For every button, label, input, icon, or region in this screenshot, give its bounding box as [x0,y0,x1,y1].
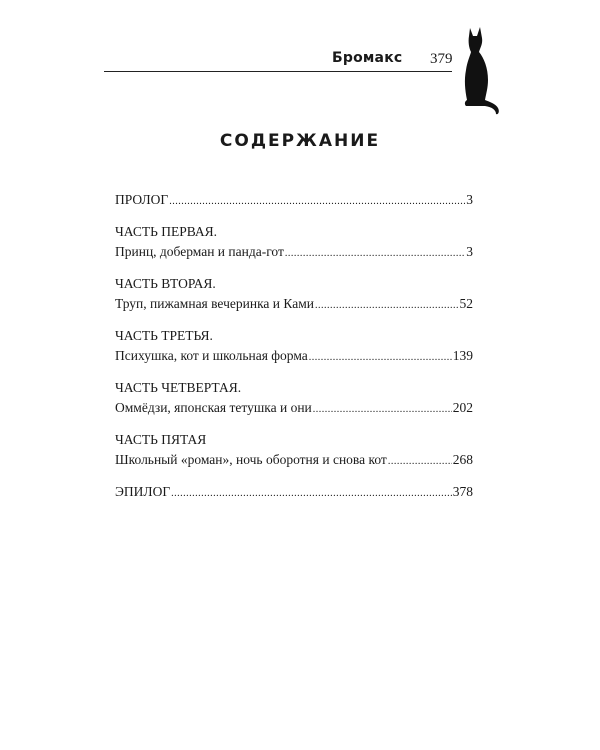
table-of-contents [115,190,473,504]
part-page: 3 [466,244,473,259]
running-header [104,46,454,72]
part-title: Оммёдзи, японская тетушка и они [115,400,312,415]
part-heading: ЧАСТЬ ТРЕТЬЯ. [115,328,213,343]
toc-part-5[interactable] [115,430,473,472]
toc-part-1[interactable] [115,222,473,264]
toc-entry-prologue[interactable] [115,190,473,212]
book-title: Бромакс [332,50,403,66]
toc-part-4[interactable] [115,378,473,420]
header-rule [104,71,452,72]
toc-entry-label: ЭПИЛОГ [115,484,171,499]
part-title: Школьный «роман», ночь оборотня и снова кот [115,452,387,467]
part-page: 268 [452,452,473,467]
toc-entry-page: 3 [466,192,473,207]
part-heading: ЧАСТЬ ПЕРВАЯ. [115,224,218,239]
dot-leader [169,190,465,212]
part-title: Труп, пижамная вечеринка и Ками [115,296,314,311]
toc-heading: СОДЕРЖАНИЕ [219,131,381,151]
toc-entry-page: 378 [452,484,473,499]
toc-entry-label: ПРОЛОГ [115,192,169,207]
part-title: Принц, доберман и панда-гот [115,244,284,259]
part-page: 202 [452,400,473,415]
toc-entry-epilogue[interactable] [115,482,473,504]
page-number: 379 [430,51,453,67]
part-title: Психушка, кот и школьная форма [115,348,308,363]
toc-part-3[interactable] [115,326,473,368]
part-page: 52 [459,296,473,311]
dot-leader [171,482,452,504]
dot-leader [285,242,465,264]
toc-part-2[interactable] [115,274,473,316]
cat-silhouette-icon [452,24,504,116]
dot-leader [388,450,452,472]
part-heading: ЧАСТЬ ВТОРАЯ. [115,276,216,291]
dot-leader [315,294,459,316]
dot-leader [309,346,452,368]
part-heading: ЧАСТЬ ЧЕТВЕРТАЯ. [115,380,242,395]
dot-leader [313,398,452,420]
part-page: 139 [452,348,473,363]
part-heading: ЧАСТЬ ПЯТАЯ [115,432,207,447]
